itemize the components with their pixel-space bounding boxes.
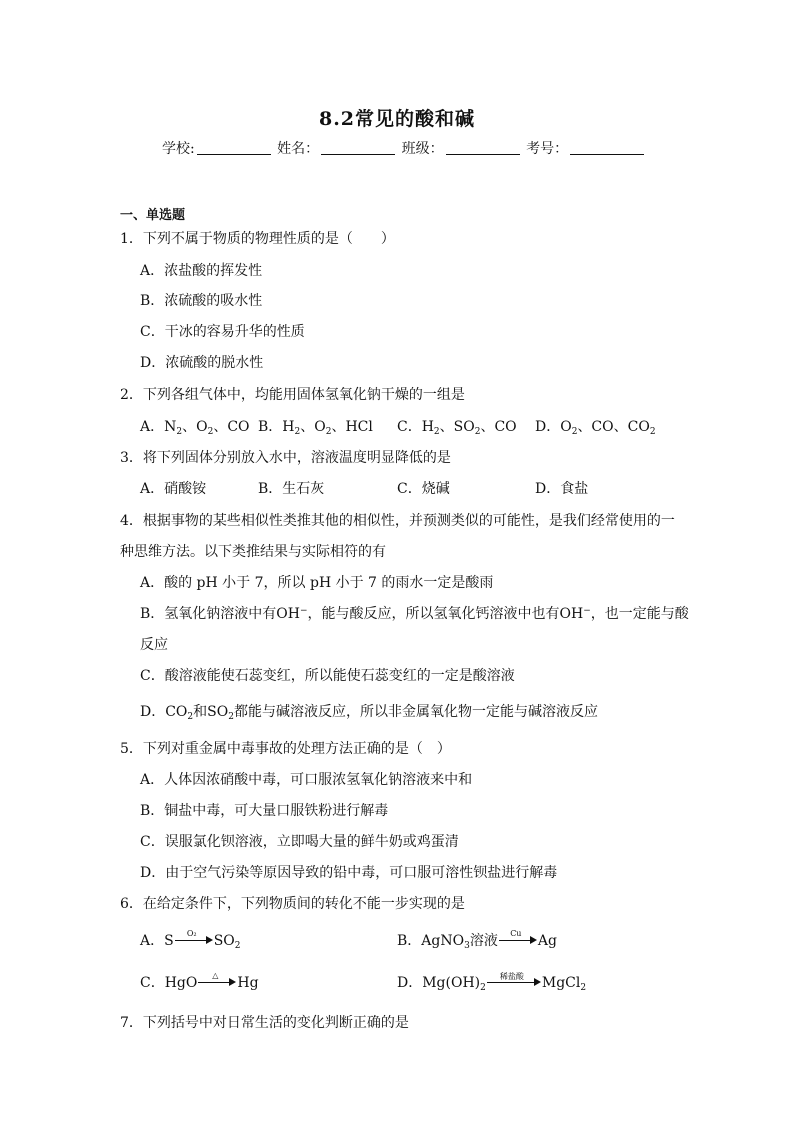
question-3-option-a: A．硝酸铵 (140, 481, 207, 497)
question-1-option-b: B．浓硫酸的吸水性 (140, 293, 263, 309)
question-5-stem: 5．下列对重金属中毒事故的处理方法正确的是（ ） (120, 741, 451, 757)
question-1-option-c: C．干冰的容易升华的性质 (140, 324, 305, 340)
question-6-option-c: C．HgO △ Hg (140, 971, 259, 991)
reaction-arrow-icon: 稀盐酸 (487, 975, 541, 987)
class-label: 班级： (401, 141, 444, 157)
school-blank[interactable] (197, 140, 271, 155)
question-6-stem: 6．在给定条件下，下列物质间的转化不能一步实现的是 (120, 896, 465, 912)
question-7-stem: 7．下列括号中对日常生活的变化判断正确的是 (120, 1015, 409, 1031)
question-6-option-d: D．$Mg(OH)_2$ 稀盐酸 MgCl$_2$ (397, 972, 587, 993)
question-2-option-d: D．$O_2$、CO、$CO_2$ (535, 419, 656, 437)
student-info-row (162, 138, 646, 158)
question-4-stem-line-1: 4．根据事物的某些相似性类推其他的相似性，并预测类似的可能性，是我们经常使用的一 (120, 513, 675, 529)
question-3-option-b: B．生石灰 (258, 481, 325, 497)
name-blank[interactable] (321, 140, 395, 155)
question-3-option-d: D．食盐 (535, 481, 589, 497)
question-2-option-a: A．$N_2$、$O_2$、CO (140, 419, 250, 437)
question-4-option-c: C．酸溶液能使石蕊变红，所以能使石蕊变红的一定是酸溶液 (140, 668, 515, 684)
reaction-arrow-icon: O₂ (175, 933, 213, 945)
question-6-option-b: B．AgNO$_3$溶液 Cu Ag (397, 929, 557, 951)
question-1-option-d: D．浓硫酸的脱水性 (140, 355, 264, 371)
question-5-option-d: D．由于空气污染等原因导致的铅中毒，可口服可溶性钡盐进行解毒 (140, 865, 558, 881)
question-5-option-c: C．误服氯化钡溶液，立即喝大量的鲜牛奶或鸡蛋清 (140, 834, 459, 850)
question-2-stem: 2．下列各组气体中，均能用固体氢氧化钠干燥的一组是 (120, 387, 465, 403)
question-3-stem: 3．将下列固体分别放入水中，溶液温度明显降低的是 (120, 450, 451, 466)
class-blank[interactable] (446, 140, 520, 155)
question-4-option-d: D．$CO_2$和$SO_2$都能与碱溶液反应，所以非金属氧化物一定能与碱溶液反应 (140, 704, 598, 722)
question-6-option-a: A．S O₂ $SO_2$ (140, 929, 241, 951)
section-heading: 一、单选题 (120, 208, 186, 223)
reaction-arrow-icon: △ (198, 975, 236, 987)
question-2-option-b: B．$H_2$、$O_2$、HCl (258, 419, 373, 437)
question-2-option-c: C．$H_2$、$SO_2$、CO (397, 419, 517, 437)
number-label: 考号： (526, 141, 569, 157)
question-4-option-a: A．酸的 pH 小于 7，所以 pH 小于 7 的雨水一定是酸雨 (140, 575, 494, 591)
reaction-arrow-icon: Cu (499, 933, 537, 945)
question-4-option-b-line-1: B．氢氧化钠溶液中有OH−，能与酸反应，所以氢氧化钙溶液中也有OH−，也一定能与酸 (140, 606, 689, 622)
question-4-stem-line-2: 种思维方法。以下类推结果与实际相符的有 (120, 544, 386, 560)
question-5-option-a: A．人体因浓硝酸中毒，可口服浓氢氧化钠溶液来中和 (140, 772, 473, 788)
number-blank[interactable] (570, 140, 644, 155)
school-label: 学校: (162, 141, 195, 157)
question-4-option-b-line-2: 反应 (140, 637, 168, 653)
name-label: 姓名： (277, 141, 320, 157)
question-1-option-a: A．浓盐酸的挥发性 (140, 263, 263, 279)
question-1-stem: 1．下列不属于物质的物理性质的是（ ） (120, 231, 395, 247)
page-title: 8.2常见的酸和碱 (318, 108, 476, 130)
question-5-option-b: B．铜盐中毒，可大量口服铁粉进行解毒 (140, 803, 389, 819)
question-3-option-c: C．烧碱 (397, 481, 450, 497)
